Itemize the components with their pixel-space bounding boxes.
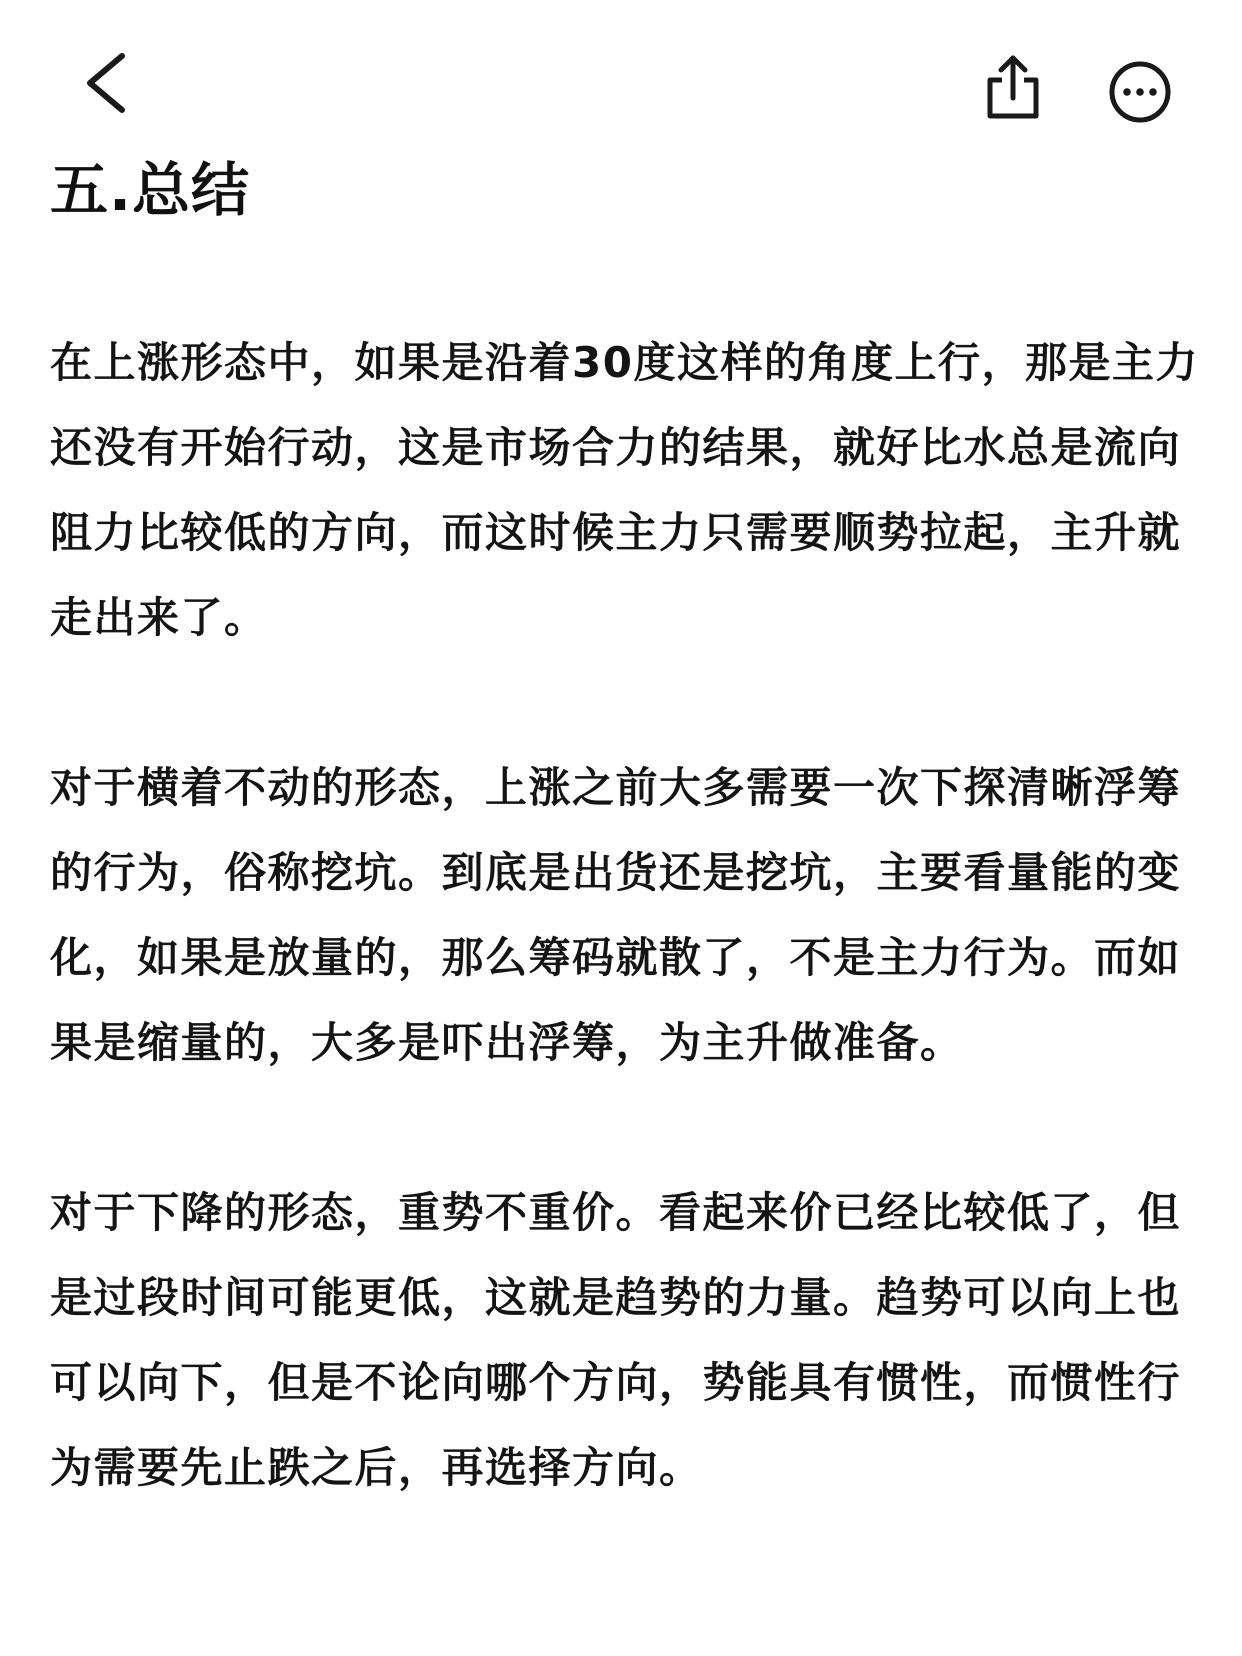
article-title: 五.总结 <box>50 156 251 224</box>
paragraph-sideways: 对于横着不动的形态，上涨之前大多需要一次下探清晰浮筹的行为，俗称挖坑。到底是出货还是挖坑，主要看量能的变化，如果是放量的，那么筹码就散了，不是主力行为。而如果是缩量的，大多是吓出浮筹，为主升做准备。 <box>50 763 1182 1067</box>
more-options-button[interactable] <box>1108 60 1172 124</box>
paragraph-uptrend: 在上涨形态中，如果是沿着30度这样的角度上行，那是主力还没有开始行动，这是市场合力的结果，就好比水总是流向阻力比较低的方向，而这时候主力只需要顺势拉起，主升就走出来了。 <box>50 338 1199 642</box>
paragraph-downtrend: 对于下降的形态，重势不重价。看起来价已经比较低了，但是过段时间可能更低，这就是趋势的力量。趋势可以向上也可以向下，但是不论向哪个方向，势能具有惯性，而惯性行为需要先止跌之后，再选择方向。 <box>50 1188 1182 1492</box>
article-body <box>50 320 1200 1510</box>
share-button[interactable] <box>986 54 1040 120</box>
more-horizontal-icon <box>1108 60 1172 124</box>
share-icon <box>986 54 1040 120</box>
chevron-left-icon <box>78 50 138 116</box>
back-button[interactable] <box>78 50 138 116</box>
top-navigation-bar <box>0 0 1242 150</box>
